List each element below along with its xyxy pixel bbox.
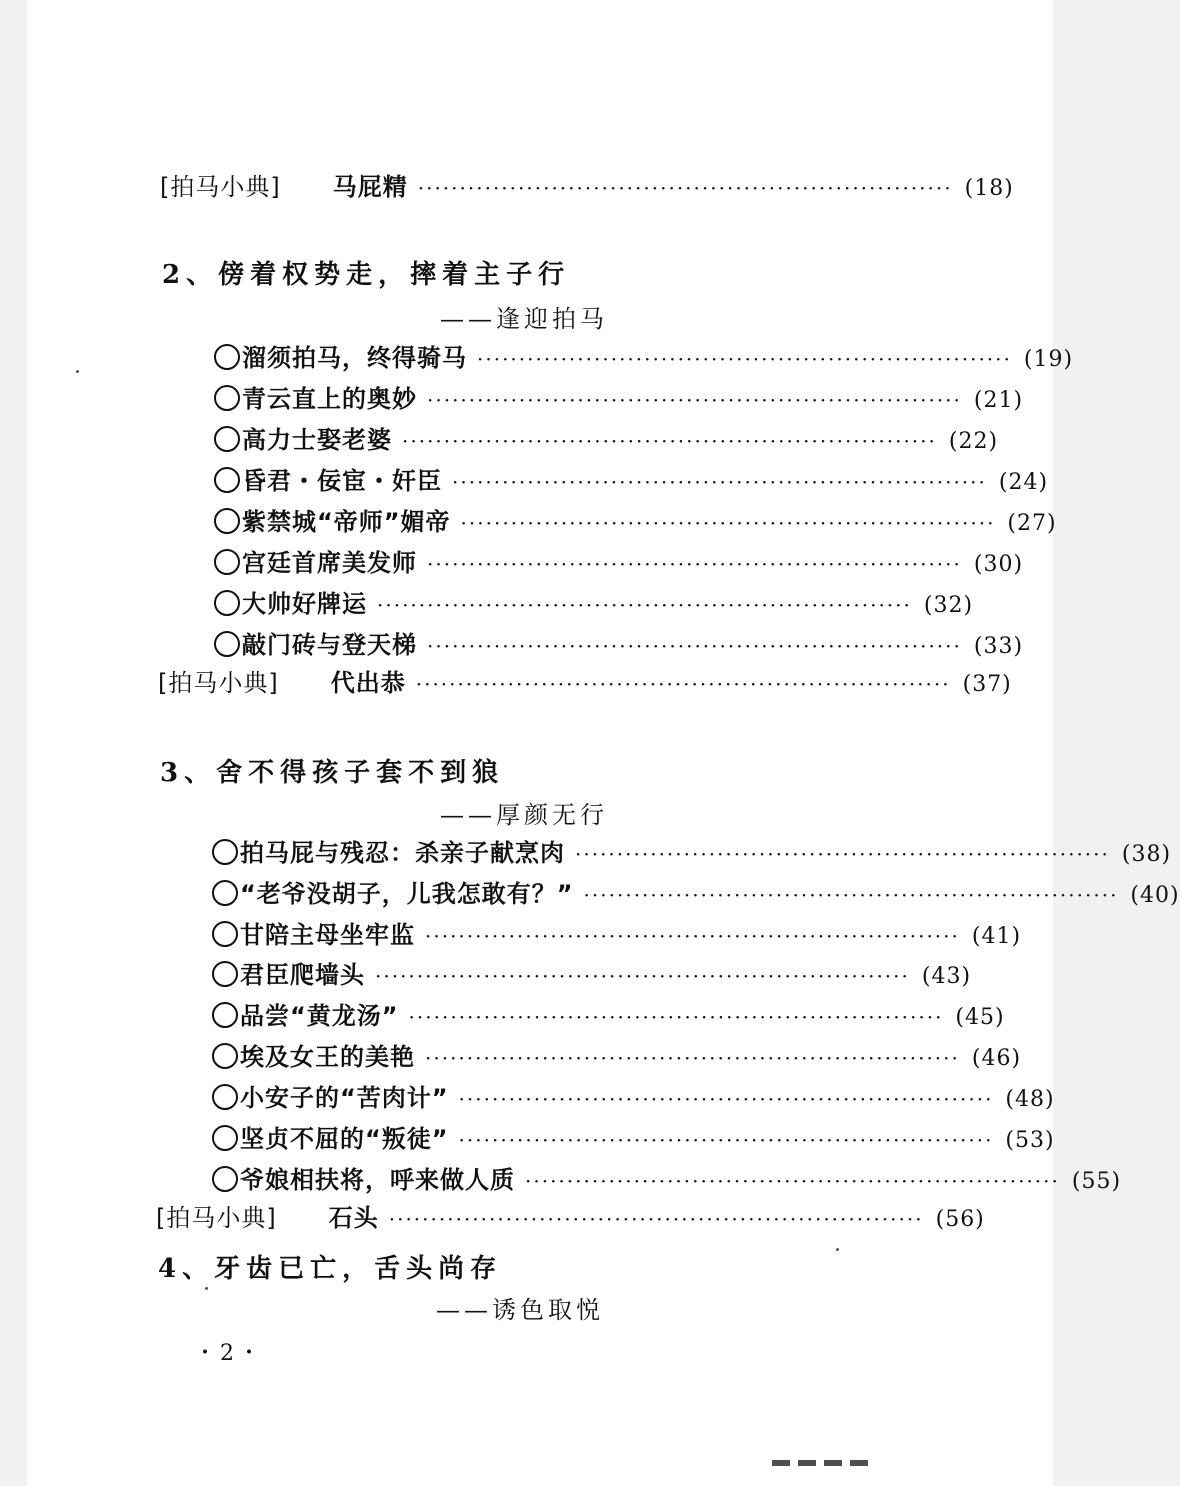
section-subtitle: ——厚颜无行 <box>440 801 608 829</box>
toc-entry[interactable] <box>214 504 1057 539</box>
toc-entry[interactable] <box>212 876 1180 911</box>
circle-bullet-icon <box>212 1125 238 1151</box>
appendix-label: [拍马小典] <box>158 669 279 697</box>
section-heading: 3、舍不得孩子套不到狼 <box>160 758 505 788</box>
page-number: (56) <box>935 1207 985 1232</box>
entry-title: 甘陪主母坐牢监 <box>240 921 415 949</box>
toc-entry[interactable] <box>214 545 1024 580</box>
dot-leader: ································································ <box>415 672 951 696</box>
dot-leader: ································································ <box>402 429 937 453</box>
page-number: (30) <box>973 552 1024 577</box>
scan-artifact <box>772 1460 868 1466</box>
entry-title: 小安子的“苦肉计” <box>240 1084 449 1112</box>
dot-leader: ································································ <box>575 842 1110 866</box>
toc-entry[interactable] <box>214 340 1074 375</box>
dot-leader: ································································ <box>408 1005 944 1029</box>
dot-leader: ································································ <box>460 511 996 535</box>
toc-entry[interactable] <box>212 1039 1022 1074</box>
page-number: (27) <box>1007 511 1057 536</box>
section-subtitle: ——逢迎拍马 <box>440 305 608 333</box>
toc-entry[interactable] <box>212 1121 1055 1156</box>
circle-bullet-icon <box>212 1043 238 1069</box>
circle-bullet-icon <box>214 467 240 493</box>
toc-entry[interactable] <box>214 586 974 621</box>
toc-appendix-entry[interactable] <box>158 668 1012 700</box>
circle-bullet-icon <box>214 549 240 575</box>
entry-title: 爷娘相扶将，呼来做人质 <box>240 1166 515 1194</box>
section-subtitle: ——诱色取悦 <box>436 1296 604 1324</box>
dot-leader: ································································ <box>425 924 960 948</box>
circle-bullet-icon <box>212 839 238 865</box>
page-number: (41) <box>971 924 1022 949</box>
circle-bullet-icon <box>214 426 240 452</box>
entry-title: 埃及女王的美艳 <box>240 1043 415 1071</box>
scan-speck <box>836 1248 839 1251</box>
circle-bullet-icon <box>214 385 240 411</box>
entry-title: 宫廷首席美发师 <box>242 549 417 577</box>
circle-bullet-icon <box>214 508 240 534</box>
page-number: (37) <box>962 672 1012 697</box>
entry-title: 紫禁城“帝师”媚帝 <box>242 508 451 536</box>
toc-appendix-entry[interactable] <box>156 1203 985 1235</box>
entry-title: 昏君・佞宦・奸臣 <box>242 467 442 495</box>
page-number: (32) <box>923 593 974 618</box>
dot-leader: ································································ <box>458 1087 994 1111</box>
appendix-label: [拍马小典] <box>156 1204 277 1232</box>
toc-appendix-entry[interactable] <box>160 172 1014 204</box>
dot-leader: ································································ <box>375 964 910 988</box>
entry-title: 高力士娶老婆 <box>242 426 392 454</box>
scan-speck <box>76 370 79 373</box>
page-number: (24) <box>998 470 1049 495</box>
circle-bullet-icon <box>212 1084 238 1110</box>
circle-bullet-icon <box>212 961 238 987</box>
page-number: (43) <box>921 964 972 989</box>
dot-leader: ································································ <box>477 347 1012 371</box>
page-number: (46) <box>971 1046 1022 1071</box>
dot-leader: ································································ <box>583 883 1119 907</box>
entry-title: 溜须拍马，终得骑马 <box>242 344 467 372</box>
entry-title: 拍马屁与残忍：杀亲子献烹肉 <box>240 839 565 867</box>
toc-entry[interactable] <box>212 1162 1122 1197</box>
scan-speck <box>205 1287 208 1290</box>
entry-title: 青云直上的奥妙 <box>242 385 417 413</box>
dot-leader: ································································ <box>452 470 987 494</box>
dot-leader: ································································ <box>427 388 962 412</box>
toc-entry[interactable] <box>214 422 999 457</box>
page-number: (18) <box>964 176 1014 201</box>
dot-leader: ································································ <box>458 1128 994 1152</box>
page-number: (22) <box>948 429 999 454</box>
toc-entry[interactable] <box>214 381 1024 416</box>
page-number: (40) <box>1130 883 1180 908</box>
circle-bullet-icon <box>212 1166 238 1192</box>
page-number: (21) <box>973 388 1024 413</box>
toc-entry[interactable] <box>212 917 1022 952</box>
page-number: (55) <box>1071 1169 1122 1194</box>
page-number: (19) <box>1023 347 1074 372</box>
circle-bullet-icon <box>212 1002 238 1028</box>
toc-entry[interactable] <box>212 835 1172 870</box>
circle-bullet-icon <box>214 344 240 370</box>
dot-leader: ································································ <box>427 552 962 576</box>
page-number: (45) <box>955 1005 1005 1030</box>
page-number: (48) <box>1005 1087 1055 1112</box>
appendix-label: [拍马小典] <box>160 173 281 201</box>
toc-entry[interactable] <box>212 998 1005 1033</box>
entry-title: 品尝“黄龙汤” <box>240 1002 399 1030</box>
dot-leader: ································································ <box>377 593 912 617</box>
circle-bullet-icon <box>212 880 238 906</box>
section-heading: 2、傍着权势走，摔着主子行 <box>162 260 571 290</box>
dot-leader: ································································ <box>525 1169 1060 1193</box>
page-number: (53) <box>1005 1128 1055 1153</box>
page-number: (38) <box>1121 842 1172 867</box>
dot-leader: ································································ <box>427 634 962 658</box>
toc-entry[interactable] <box>214 463 1049 498</box>
circle-bullet-icon <box>212 921 238 947</box>
toc-entry[interactable] <box>212 957 972 992</box>
entry-title: 石头 <box>328 1204 379 1232</box>
entry-title: 敲门砖与登天梯 <box>242 631 417 659</box>
page-number-footer: ・2・ <box>194 1341 264 1366</box>
entry-title: 君臣爬墙头 <box>240 961 365 989</box>
toc-entry[interactable] <box>212 1080 1055 1115</box>
entry-title: 坚贞不屈的“叛徒” <box>240 1125 449 1153</box>
circle-bullet-icon <box>214 631 240 657</box>
entry-title: 大帅好牌运 <box>242 590 367 618</box>
dot-leader: ································································ <box>425 1046 960 1070</box>
circle-bullet-icon <box>214 590 240 616</box>
entry-title: 代出恭 <box>330 669 406 697</box>
dot-leader: ································································ <box>417 176 953 200</box>
entry-title: “老爷没胡子，儿我怎敢有？” <box>240 880 574 908</box>
section-heading: 4、牙齿已亡，舌头尚存 <box>158 1254 503 1284</box>
dot-leader: ································································ <box>388 1207 924 1231</box>
page-number: (33) <box>973 634 1024 659</box>
entry-title: 马屁精 <box>332 173 408 201</box>
toc-entry[interactable] <box>214 627 1024 662</box>
